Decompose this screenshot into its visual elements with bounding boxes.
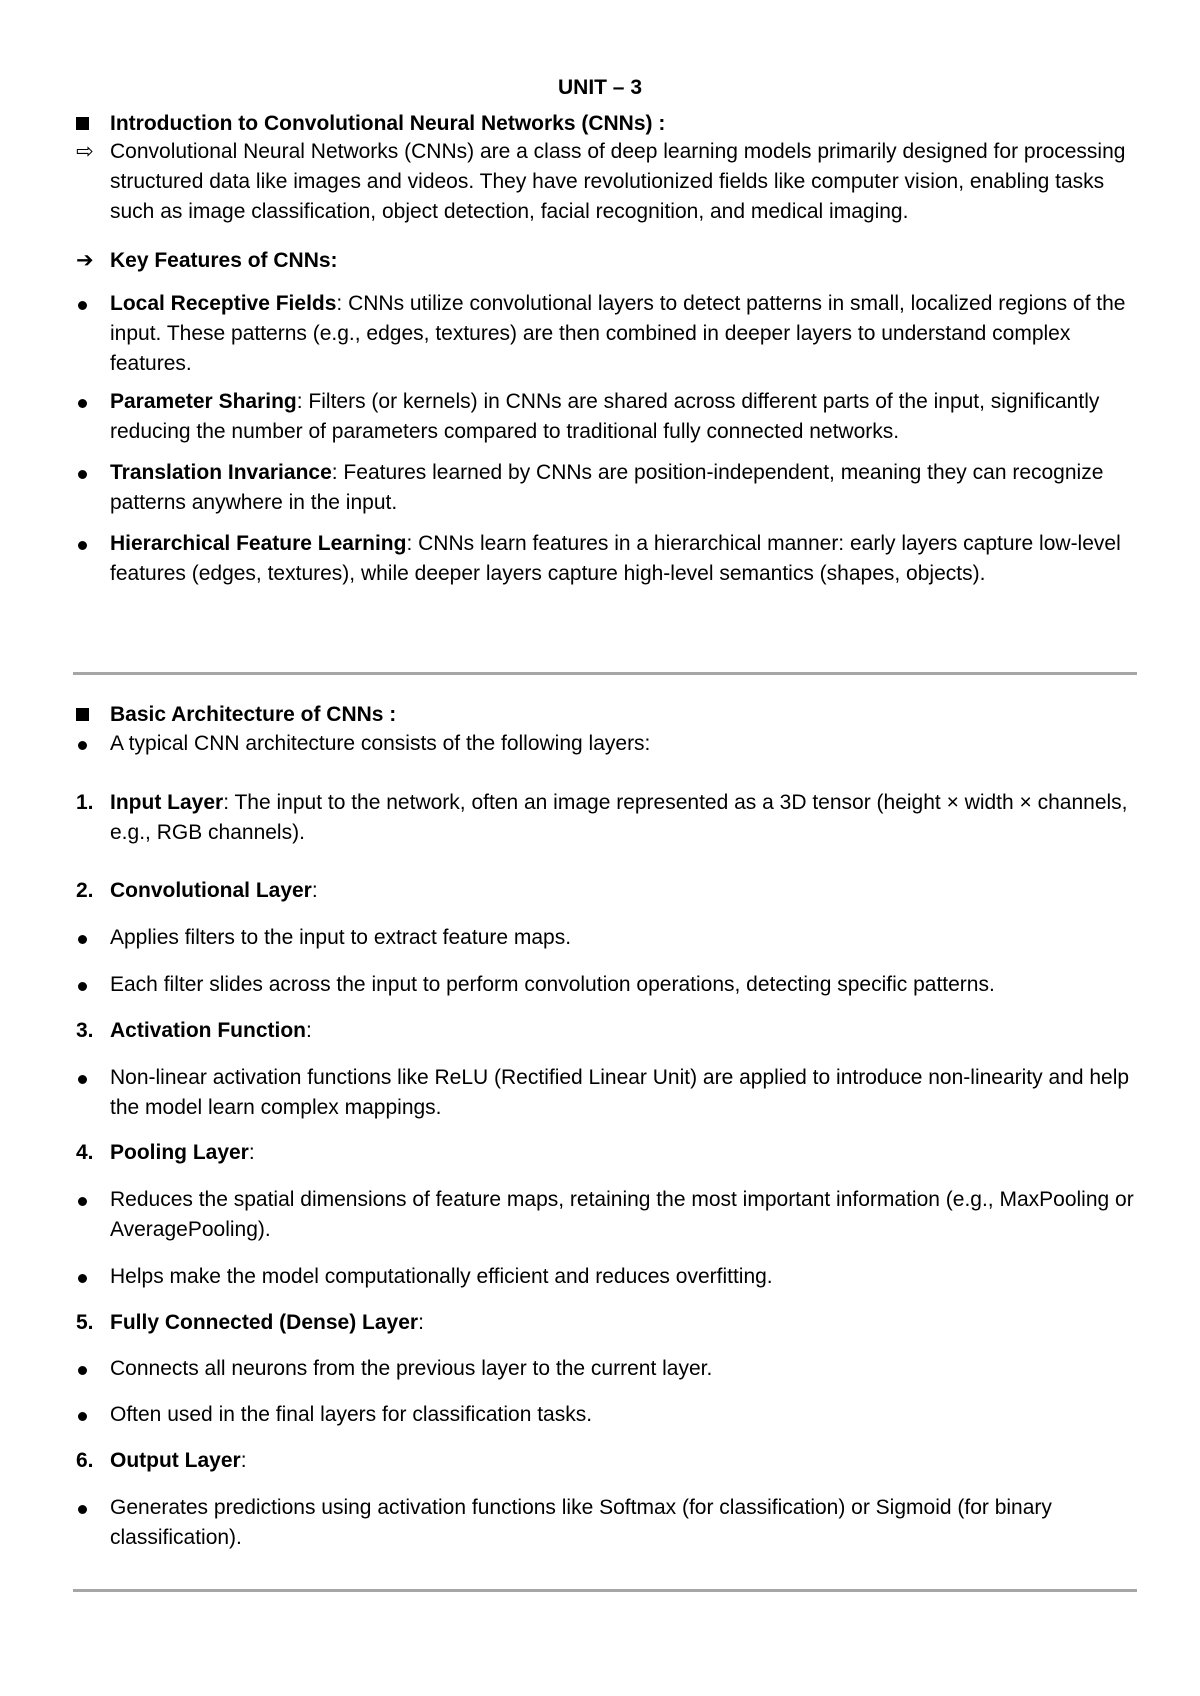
dot-bullet-icon <box>76 1185 106 1215</box>
layer-item-convolutional <box>76 876 1136 906</box>
list-number: 4. <box>76 1141 94 1164</box>
list-number: 2. <box>76 879 94 902</box>
list-item <box>76 1185 1136 1245</box>
dot-bullet-icon <box>76 1493 106 1523</box>
bullet-text: Each filter slides across the input to perform convolution operations, detecting specific patterns. <box>110 973 995 996</box>
layer-term: Convolutional Layer <box>110 879 312 902</box>
feature-item <box>76 458 1136 518</box>
section-heading-text: Introduction to Convolutional Neural Networks (CNNs) : <box>110 112 666 135</box>
list-item <box>76 1400 1136 1430</box>
square-bullet-icon <box>76 700 106 730</box>
layer-text: : <box>240 1449 247 1472</box>
layer-term: Activation Function <box>110 1019 306 1042</box>
layer-term: Fully Connected (Dense) Layer <box>110 1311 419 1334</box>
dot-bullet-icon <box>76 458 106 488</box>
feature-term: Local Receptive Fields <box>110 292 337 315</box>
layer-text: : <box>418 1311 424 1334</box>
bullet-text: Often used in the final layers for classification tasks. <box>110 1403 593 1426</box>
layer-term: Input Layer <box>110 791 224 814</box>
dot-bullet-icon <box>76 529 106 559</box>
dot-bullet-icon <box>76 1063 106 1093</box>
feature-text: : CNNs utilize convolutional layers to detect patterns in small, localized regions of the input. These patterns (e.g., edges, textures) are then combined in deeper layers to understand complex features. <box>110 292 1126 375</box>
dot-bullet-icon <box>76 1262 106 1292</box>
dot-bullet-icon <box>76 923 106 953</box>
key-features-heading <box>76 246 1136 276</box>
dot-bullet-icon <box>76 729 106 759</box>
layer-text: : <box>248 1141 255 1164</box>
section-heading-intro <box>76 109 1136 139</box>
dot-bullet-icon <box>76 387 106 417</box>
feature-term: Hierarchical Feature Learning <box>110 532 407 555</box>
layer-text: : The input to the network, often an image represented as a 3D tensor (height × width × channels, e.g., RGB channels). <box>110 791 1128 844</box>
feature-item <box>76 289 1136 379</box>
bullet-text: Helps make the model computationally efficient and reduces overfitting. <box>110 1265 773 1288</box>
page-title: UNIT – 3 <box>557 76 643 99</box>
list-item <box>76 970 1136 1000</box>
bullet-text: Applies filters to the input to extract feature maps. <box>110 926 572 949</box>
bullet-text: Generates predictions using activation functions like Softmax (for classification) or Sigmoid (for binary classification). <box>110 1496 1052 1549</box>
list-item <box>76 1063 1136 1123</box>
list-item <box>76 1354 1136 1384</box>
dot-bullet-icon <box>76 1400 106 1430</box>
layer-text: : <box>306 1019 312 1042</box>
feature-text: : Filters (or kernels) in CNNs are shared across different parts of the input, significantly reducing the number of parameters compared to traditional fully connected networks. <box>110 390 1100 443</box>
architecture-intro-text: A typical CNN architecture consists of the following layers: <box>110 732 651 755</box>
bullet-text: Non-linear activation functions like ReLU (Rectified Linear Unit) are applied to introduce non-linearity and help the model learn complex mappings. <box>110 1066 1130 1119</box>
list-number: 3. <box>76 1019 94 1042</box>
layer-term: Pooling Layer <box>110 1141 249 1164</box>
layer-term: Output Layer <box>110 1449 241 1472</box>
feature-item <box>76 529 1136 589</box>
feature-text: : Features learned by CNNs are position-independent, meaning they can recognize patterns anywhere in the input. <box>110 461 1104 514</box>
layer-item-activation <box>76 1016 1136 1046</box>
list-item <box>76 1262 1136 1292</box>
layer-item-output <box>76 1446 1136 1476</box>
feature-item <box>76 387 1136 447</box>
bullet-text: Connects all neurons from the previous layer to the current layer. <box>110 1357 713 1380</box>
arrow-icon: ➔ <box>76 249 94 272</box>
list-item <box>76 1493 1136 1553</box>
intro-paragraph <box>76 137 1136 227</box>
section-heading-architecture <box>76 700 1136 730</box>
section-heading-text: Basic Architecture of CNNs : <box>110 703 397 726</box>
list-number: 1. <box>76 791 94 814</box>
layer-text: : <box>311 879 318 902</box>
intro-text: Convolutional Neural Networks (CNNs) are a class of deep learning models primarily designed for processing structured data like images and videos. They have revolutionized fields like computer vision, enabling tasks such as image classification, object detection, facial recognition, and medical imaging. <box>110 140 1126 223</box>
outline-arrow-icon: ⇨ <box>76 140 94 163</box>
dot-bullet-icon <box>76 970 106 1000</box>
section-divider <box>73 672 1137 675</box>
bullet-text: Reduces the spatial dimensions of feature maps, retaining the most important information (e.g., MaxPooling or AveragePooling). <box>110 1188 1134 1241</box>
square-bullet-icon <box>76 109 106 139</box>
layer-item-input <box>76 788 1136 848</box>
architecture-intro <box>76 729 1136 759</box>
dot-bullet-icon <box>76 1354 106 1384</box>
list-number: 6. <box>76 1449 94 1472</box>
layer-item-pooling <box>76 1138 1136 1168</box>
feature-term: Parameter Sharing <box>110 390 297 413</box>
layer-item-dense <box>76 1308 1136 1338</box>
dot-bullet-icon <box>76 289 106 319</box>
key-features-text: Key Features of CNNs: <box>110 249 338 272</box>
feature-term: Translation Invariance <box>110 461 332 484</box>
section-divider <box>73 1589 1137 1592</box>
list-number: 5. <box>76 1311 94 1334</box>
feature-text: : CNNs learn features in a hierarchical manner: early layers capture low-level features (edges, textures), while deeper layers capture high-level semantics (shapes, objects). <box>110 532 1121 585</box>
list-item <box>76 923 1136 953</box>
